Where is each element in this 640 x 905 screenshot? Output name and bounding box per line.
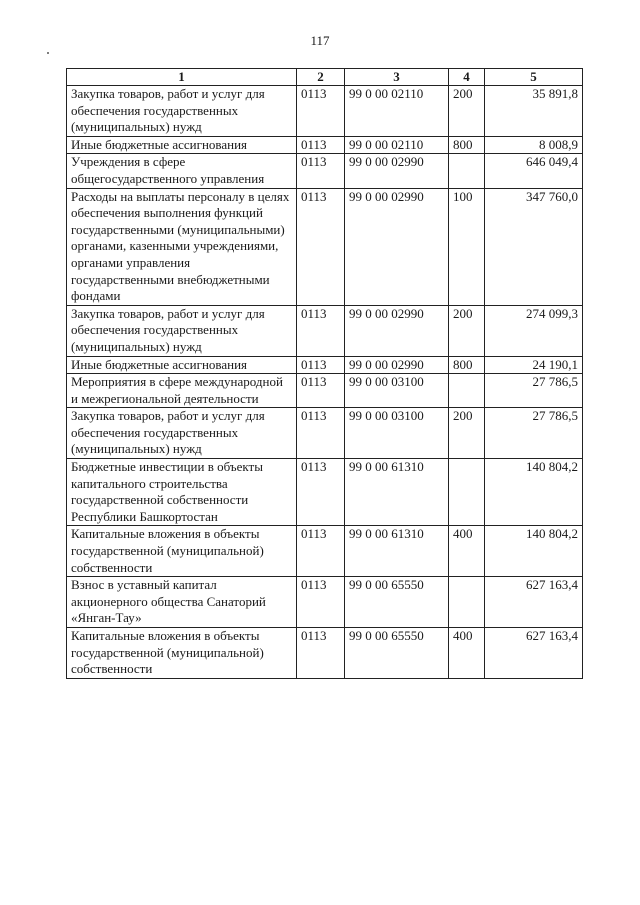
row-section: 0113 <box>297 526 345 577</box>
row-amount: 646 049,4 <box>485 154 583 188</box>
row-type: 400 <box>449 628 485 679</box>
row-type <box>449 154 485 188</box>
row-name: Взнос в уставный капитал акционерного общества Санаторий «Янган-Тау» <box>67 577 297 628</box>
table-row <box>67 154 583 188</box>
row-target: 99 0 00 02990 <box>345 305 449 356</box>
row-target: 99 0 00 02110 <box>345 136 449 154</box>
row-section: 0113 <box>297 86 345 137</box>
row-amount: 627 163,4 <box>485 577 583 628</box>
row-section: 0113 <box>297 305 345 356</box>
row-name: Закупка товаров, работ и услуг для обеспечения государственных (муниципальных) нужд <box>67 86 297 137</box>
scan-speck <box>47 52 49 54</box>
row-name: Учреждения в сфере общегосударственного управления <box>67 154 297 188</box>
row-target: 99 0 00 02110 <box>345 86 449 137</box>
row-section: 0113 <box>297 188 345 305</box>
table-row <box>67 459 583 526</box>
row-type <box>449 374 485 408</box>
row-amount: 140 804,2 <box>485 459 583 526</box>
row-name: Закупка товаров, работ и услуг для обеспечения государственных (муниципальных) нужд <box>67 305 297 356</box>
row-section: 0113 <box>297 628 345 679</box>
table-row <box>67 136 583 154</box>
row-target: 99 0 00 65550 <box>345 628 449 679</box>
row-section: 0113 <box>297 154 345 188</box>
row-section: 0113 <box>297 374 345 408</box>
row-name: Капитальные вложения в объекты государственной (муниципальной) собственности <box>67 526 297 577</box>
row-amount: 140 804,2 <box>485 526 583 577</box>
row-name: Мероприятия в сфере международной и межрегиональной деятельности <box>67 374 297 408</box>
row-target: 99 0 00 65550 <box>345 577 449 628</box>
row-name: Бюджетные инвестиции в объекты капитального строительства государственной собственности Республики Башкортостан <box>67 459 297 526</box>
row-section: 0113 <box>297 136 345 154</box>
row-target: 99 0 00 02990 <box>345 188 449 305</box>
row-target: 99 0 00 02990 <box>345 154 449 188</box>
row-target: 99 0 00 02990 <box>345 356 449 374</box>
row-name: Закупка товаров, работ и услуг для обеспечения государственных (муниципальных) нужд <box>67 408 297 459</box>
row-amount: 8 008,9 <box>485 136 583 154</box>
column-header-name: 1 <box>67 69 297 86</box>
row-target: 99 0 00 61310 <box>345 526 449 577</box>
page-number: 117 <box>310 33 330 48</box>
header-row <box>67 69 583 86</box>
row-type: 800 <box>449 356 485 374</box>
column-header-amount: 5 <box>485 69 583 86</box>
row-amount: 35 891,8 <box>485 86 583 137</box>
row-target: 99 0 00 03100 <box>345 374 449 408</box>
row-section: 0113 <box>297 577 345 628</box>
column-header-section: 2 <box>297 69 345 86</box>
table-row <box>67 305 583 356</box>
row-section: 0113 <box>297 459 345 526</box>
row-type <box>449 577 485 628</box>
table-row <box>67 356 583 374</box>
row-name: Расходы на выплаты персоналу в целях обеспечения выполнения функций государственными (муниципальными) органами, казенными учреждениями, органами управления государственными внебюджетными фондами <box>67 188 297 305</box>
row-type: 400 <box>449 526 485 577</box>
column-header-type: 4 <box>449 69 485 86</box>
row-target: 99 0 00 03100 <box>345 408 449 459</box>
row-amount: 347 760,0 <box>485 188 583 305</box>
table-row <box>67 86 583 137</box>
row-amount: 24 190,1 <box>485 356 583 374</box>
row-name: Капитальные вложения в объекты государственной (муниципальной) собственности <box>67 628 297 679</box>
table-row <box>67 188 583 305</box>
row-type: 100 <box>449 188 485 305</box>
table-row <box>67 628 583 679</box>
row-type: 200 <box>449 86 485 137</box>
column-header-target: 3 <box>345 69 449 86</box>
row-type: 200 <box>449 305 485 356</box>
table-row <box>67 526 583 577</box>
row-type <box>449 459 485 526</box>
row-target: 99 0 00 61310 <box>345 459 449 526</box>
row-section: 0113 <box>297 356 345 374</box>
row-amount: 274 099,3 <box>485 305 583 356</box>
row-amount: 27 786,5 <box>485 374 583 408</box>
row-amount: 27 786,5 <box>485 408 583 459</box>
row-name: Иные бюджетные ассигнования <box>67 356 297 374</box>
row-amount: 627 163,4 <box>485 628 583 679</box>
table-row <box>67 577 583 628</box>
row-section: 0113 <box>297 408 345 459</box>
table-row <box>67 408 583 459</box>
row-type: 800 <box>449 136 485 154</box>
budget-table <box>66 68 583 679</box>
row-name: Иные бюджетные ассигнования <box>67 136 297 154</box>
row-type: 200 <box>449 408 485 459</box>
table-row <box>67 374 583 408</box>
